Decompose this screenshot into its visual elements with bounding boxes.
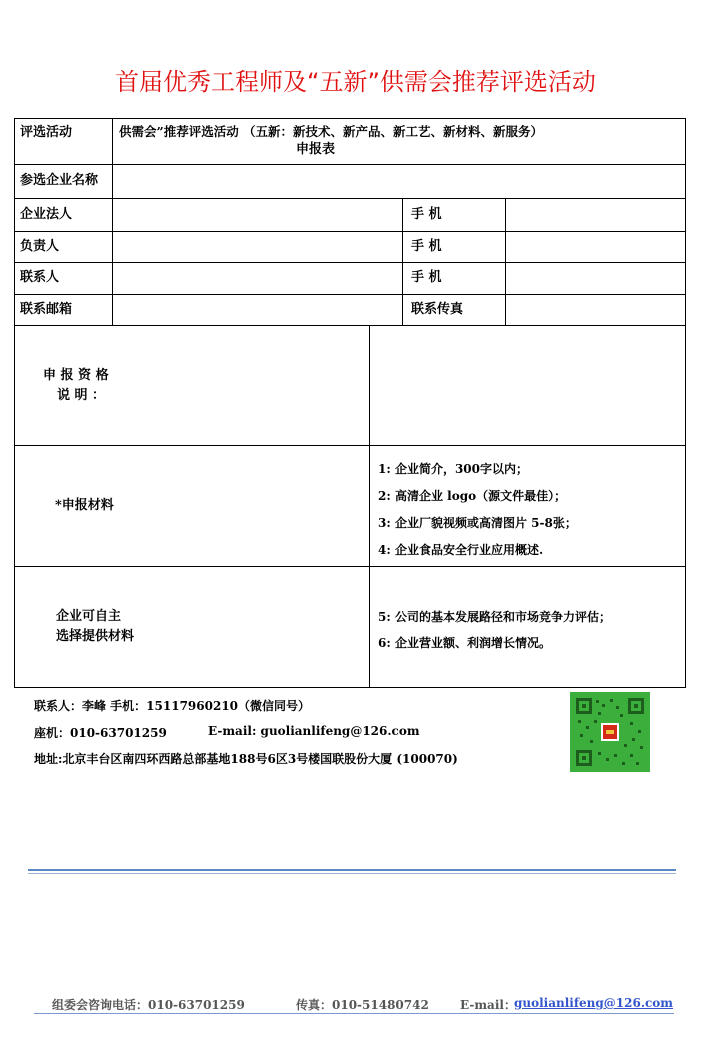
contact-email[interactable]: E-mail: guolianlifeng@126.com — [208, 724, 420, 738]
footer-divider — [34, 1013, 674, 1014]
qualification-label: 申 报 资 格 — [43, 368, 109, 383]
optional-materials-label: 企业可自主 — [56, 609, 122, 624]
contact-person-label: 联系人 — [20, 270, 60, 285]
contact-mobile-field[interactable] — [506, 263, 685, 294]
table-border-left — [14, 118, 15, 688]
table-border-bottom — [14, 687, 686, 688]
table-rule — [14, 445, 686, 446]
section-divider — [28, 873, 676, 874]
materials-item: 3: 企业厂貌视频或高清图片 5-8张； — [378, 516, 577, 530]
qualification-label-note: 说 明 ： — [57, 388, 106, 403]
optional-item: 6: 企业营业额、利润增长情况。 — [378, 636, 551, 650]
email-field[interactable] — [113, 295, 402, 325]
contact-line: 联系人：李峰 手机：15117960210（微信同号） — [34, 699, 311, 713]
section-divider — [28, 869, 676, 871]
optional-item: 5: 公司的基本发展路径和市场竞争力评估； — [378, 610, 611, 624]
landline: 座机：010-63701259 — [34, 726, 167, 740]
responsible-mobile-field[interactable] — [506, 232, 685, 262]
legal-person-field[interactable] — [113, 199, 402, 231]
optional-materials-label-line2: 选择提供材料 — [56, 629, 135, 644]
materials-item: 1: 企业简介，300字以内； — [378, 462, 529, 476]
fax-field[interactable] — [506, 295, 685, 325]
legal-person-mobile-field[interactable] — [506, 199, 685, 231]
wechat-qr-code — [570, 692, 650, 772]
materials-item: 4: 企业食品安全行业应用概述. — [378, 543, 544, 557]
email-label: 联系邮箱 — [20, 302, 73, 317]
page-title: 首届优秀工程师及“五新”供需会推荐评选活动 — [115, 68, 596, 96]
responsible-field[interactable] — [113, 232, 402, 262]
mobile-label: 手 机 — [411, 270, 442, 285]
address: 地址:北京丰台区南四环西路总部基地188号6区3号楼国联股份大厦 (100070) — [34, 752, 458, 766]
qualification-field[interactable] — [370, 326, 685, 445]
company-name-field[interactable] — [113, 165, 685, 198]
materials-item: 2: 高清企业 logo（源文件最佳）； — [378, 489, 567, 503]
company-name-label: 参选企业名称 — [20, 173, 99, 188]
table-border-right — [685, 118, 686, 688]
contact-person-field[interactable] — [113, 263, 402, 294]
footer-fax: 传真：010-51480742 — [296, 998, 429, 1012]
fax-label: 联系传真 — [411, 302, 464, 317]
responsible-label: 负责人 — [20, 239, 60, 254]
table-rule — [14, 566, 686, 567]
activity-label: 评选活动 — [20, 125, 73, 140]
activity-value-subtitle: 申报表 — [296, 142, 336, 157]
table-border-top — [14, 118, 686, 119]
table-rule — [402, 198, 403, 325]
mobile-label: 手 机 — [411, 207, 442, 222]
mobile-label: 手 机 — [411, 239, 442, 254]
activity-value: 供需会”推荐评选活动 （五新：新技术、新产品、新工艺、新材料、新服务） — [119, 124, 544, 139]
footer-email-link[interactable]: guolianlifeng@126.com — [514, 996, 673, 1010]
materials-label: *申报材料 — [55, 498, 114, 513]
footer-email-label: E-mail： — [460, 998, 516, 1012]
footer-phone: 组委会咨询电话：010-63701259 — [52, 998, 245, 1012]
legal-person-label: 企业法人 — [20, 207, 73, 222]
